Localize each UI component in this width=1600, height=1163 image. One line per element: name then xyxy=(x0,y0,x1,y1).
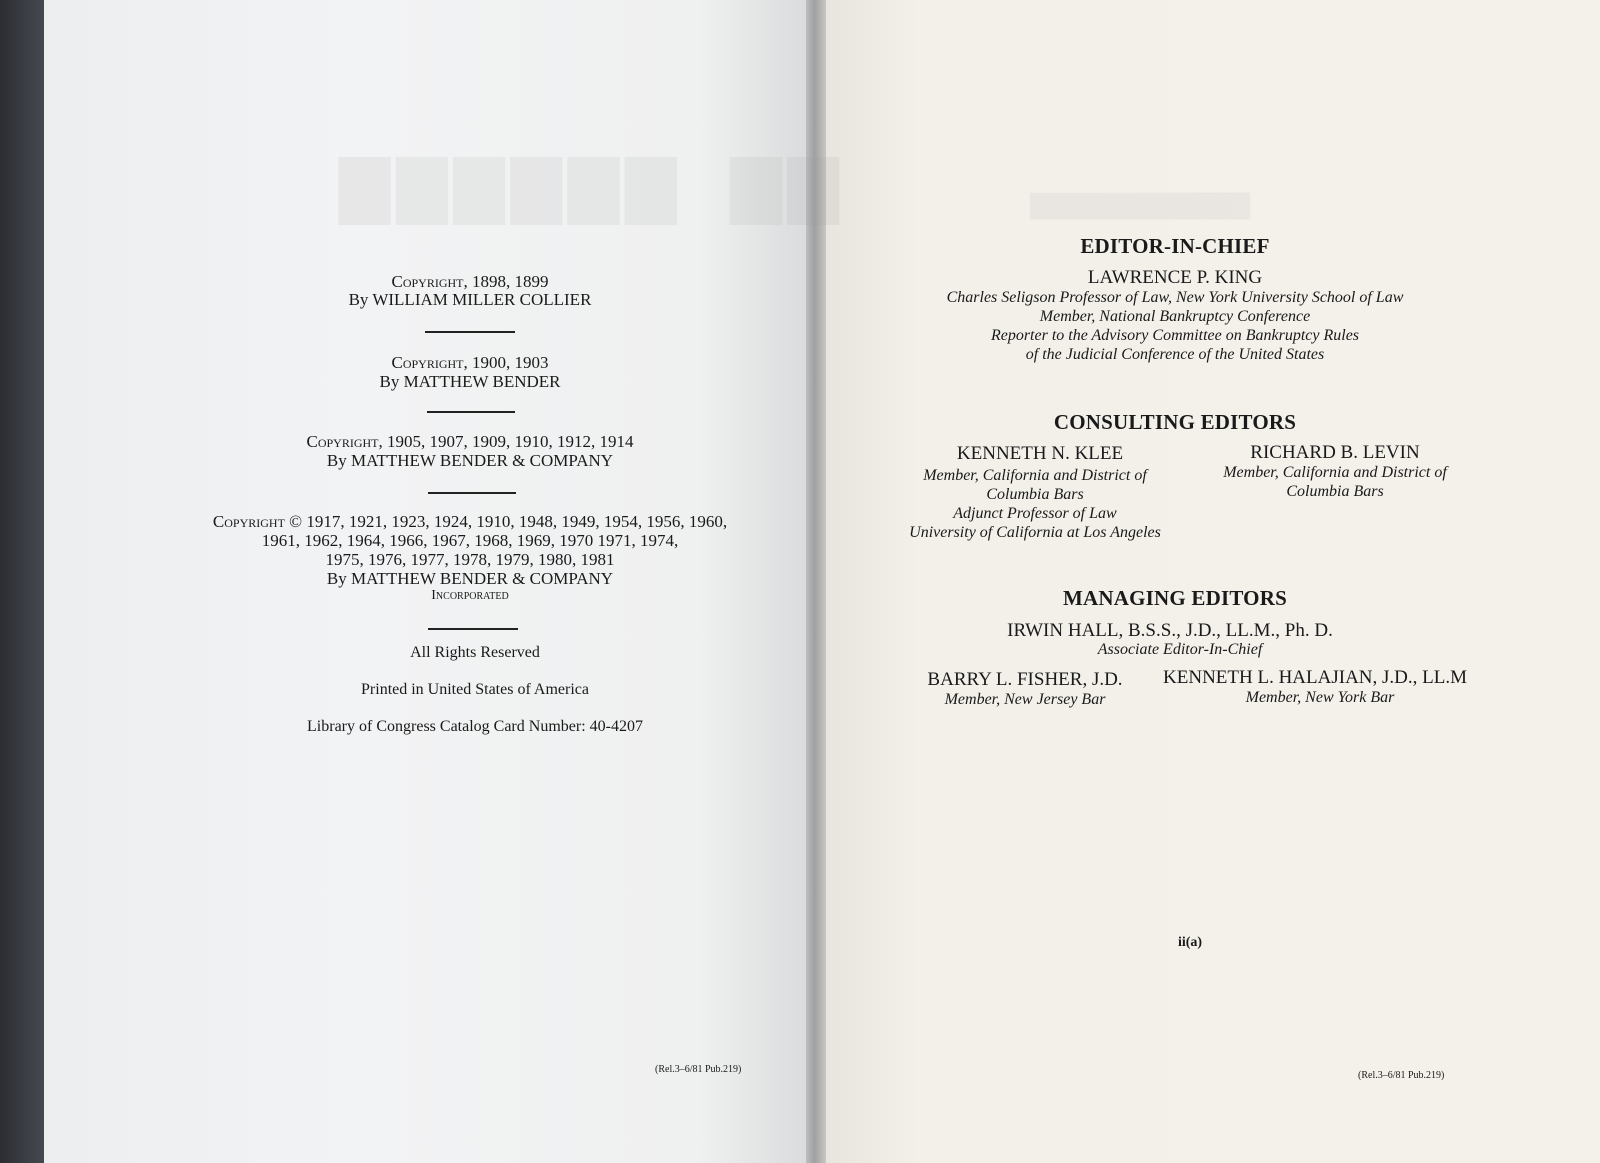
consulting-editor-right-name: RICHARD B. LEVIN xyxy=(1250,442,1420,463)
editor-in-chief-title-1: Charles Seligson Professor of Law, New York University School of Law xyxy=(946,289,1404,306)
divider-rule xyxy=(427,411,515,413)
copyright-2-years: Copyright, 1900, 1903 xyxy=(391,353,549,372)
catalog-number: Library of Congress Catalog Card Number: 40-4207 xyxy=(307,718,643,735)
right-page xyxy=(826,0,1600,1163)
editor-in-chief-title-4: of the Judicial Conference of the United States xyxy=(1025,346,1325,363)
consulting-editor-right-title-2: Columbia Bars xyxy=(1286,483,1384,500)
managing-editors-heading: MANAGING EDITORS xyxy=(1063,586,1287,610)
divider-rule xyxy=(428,628,518,630)
copyright-4-owner: By MATTHEW BENDER & COMPANY xyxy=(326,569,614,588)
left-page-footer: (Rel.3–6/81 Pub.219) xyxy=(655,1064,742,1075)
editor-in-chief-title-3: Reporter to the Advisory Committee on Bankruptcy Rules xyxy=(990,327,1360,344)
page-number: ii(a) xyxy=(1177,935,1203,950)
managing-editor-left-name: BARRY L. FISHER, J.D. xyxy=(927,669,1123,690)
managing-editor-left-title: Member, New Jersey Bar xyxy=(944,691,1106,708)
rights-reserved: All Rights Reserved xyxy=(410,644,540,661)
editor-in-chief-title-2: Member, National Bankruptcy Conference xyxy=(1039,308,1311,325)
incorporated-label: Incorporated xyxy=(431,588,509,603)
copyright-4-years-line-3: 1975, 1976, 1977, 1978, 1979, 1980, 1981 xyxy=(325,550,615,569)
consulting-editor-left-title-3: Adjunct Professor of Law xyxy=(953,505,1117,522)
printed-in: Printed in United States of America xyxy=(361,681,589,698)
editor-in-chief-name: LAWRENCE P. KING xyxy=(1087,267,1263,288)
copyright-3-owner: By MATTHEW BENDER & COMPANY xyxy=(326,451,614,470)
managing-editor-right-name: KENNETH L. HALAJIAN, J.D., LL.M xyxy=(1163,667,1467,688)
copyright-4-years-line-1: Copyright © 1917, 1921, 1923, 1924, 1910, 1948, 1949, 1954, 1956, 1960, xyxy=(212,512,728,531)
divider-rule xyxy=(428,492,516,494)
consulting-editor-left-title-2: Columbia Bars xyxy=(986,486,1084,503)
consulting-editor-left-title-4: University of California at Los Angeles xyxy=(909,524,1161,541)
consulting-editors-heading: CONSULTING EDITORS xyxy=(1053,410,1297,434)
copyright-1-years: Copyright, 1898, 1899 xyxy=(391,272,549,291)
divider-rule xyxy=(425,331,515,333)
show-through-right: ▇▇▇▇▇▇▇▇▇▇▇ xyxy=(1030,190,1250,219)
copyright-4-years-line-2: 1961, 1962, 1964, 1966, 1967, 1968, 1969, 1970 1971, 1974, xyxy=(261,531,679,550)
consulting-editor-left-name: KENNETH N. KLEE xyxy=(956,443,1124,464)
show-through-left: ▇▇▇▇▇▇ ▇▇ xyxy=(340,151,846,222)
consulting-editor-left-title-1: Member, California and District of xyxy=(923,467,1147,484)
right-page-footer: (Rel.3–6/81 Pub.219) xyxy=(1358,1070,1445,1081)
consulting-editor-right-title-1: Member, California and District of xyxy=(1223,464,1447,481)
copyright-2-owner: By MATTHEW BENDER xyxy=(379,372,561,391)
editor-in-chief-heading: EDITOR-IN-CHIEF xyxy=(1080,234,1270,258)
copyright-1-owner: By WILLIAM MILLER COLLIER xyxy=(348,290,592,309)
copyright-3-years: Copyright, 1905, 1907, 1909, 1910, 1912, 1914 xyxy=(306,432,634,451)
managing-editor-right-title: Member, New York Bar xyxy=(1245,689,1395,706)
managing-editor-main-title: Associate Editor-In-Chief xyxy=(1097,641,1263,658)
book-spine xyxy=(0,0,44,1163)
managing-editor-main-name: IRWIN HALL, B.S.S., J.D., LL.M., Ph. D. xyxy=(1007,620,1333,641)
